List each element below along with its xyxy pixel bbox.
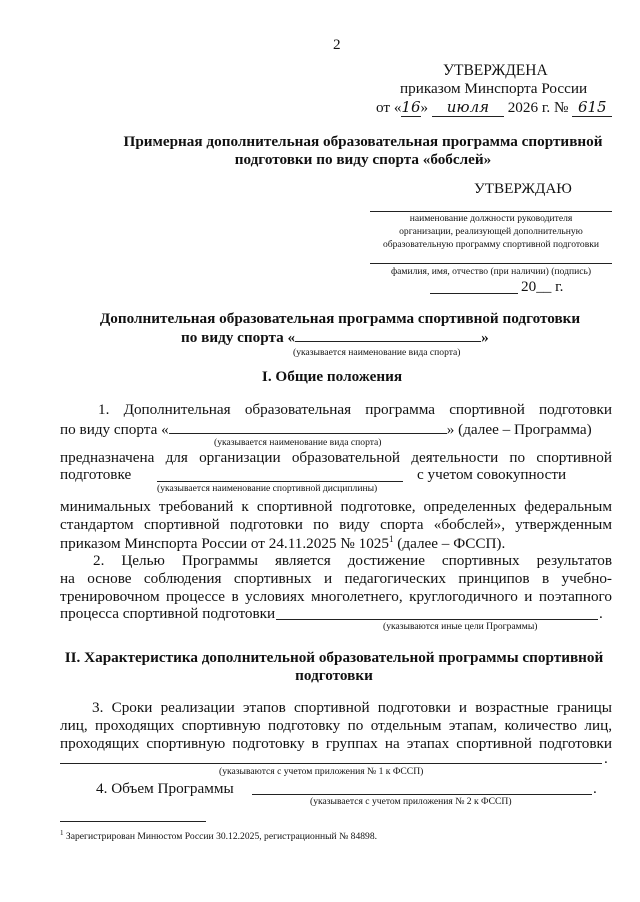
p3-stages-blank [60, 763, 602, 764]
program-title-line1: Дополнительная образовательная программа спортивной подготовки [99, 310, 581, 327]
p2-hint: (указываются иные цели Программы) [383, 621, 538, 632]
signature-line [370, 263, 612, 264]
footnote-text: Зарегистрирован Минюстом России 30.12.2025, регистрационный № 84898. [63, 831, 378, 843]
p3-line1: 3. Сроки реализации этапов спортивной подготовки и возрастные границы [92, 699, 612, 716]
sport-name-blank [295, 329, 481, 342]
p2-line3: тренировочном процессе в условиях многолетнего, круглогодичного и поэтапного [60, 588, 612, 605]
section2-heading-line1: II. Характеристика дополнительной образовательной программы спортивной [64, 649, 604, 666]
approve-title: УТВЕРЖДАЮ [474, 180, 572, 197]
p1-line3: предназначена для организации образовательной деятельности по спортивной [60, 449, 612, 466]
p1-hint-discipline: (указывается наименование спортивной дисциплины) [157, 483, 378, 494]
p1-line7 [60, 534, 505, 553]
approval-date-mid: » [420, 99, 429, 116]
approval-order-number: 615 [572, 98, 612, 117]
footnote-mark: 1 [388, 534, 394, 544]
p1-hint-sport: (указывается наименование вида спорта) [214, 437, 382, 448]
approval-line: приказом Минспорта России [400, 80, 588, 97]
head-hint-2: организации, реализующей дополнительную [399, 226, 583, 237]
doc-title-line1: Примерная дополнительная образовательная программа спортивной [123, 133, 603, 150]
p1-line6: стандартом спортивной подготовки по виду спорта «бобслей», утвержденным [60, 516, 612, 533]
head-hint-3: образовательную программу спортивной подготовки [382, 239, 600, 250]
p4-line1: 4. Объем Программы [96, 780, 234, 797]
approval-date-prefix: от « [376, 99, 402, 116]
p1-sport-prefix: по виду спорта « [60, 421, 169, 438]
p1-sport-blank [169, 421, 447, 434]
doc-title-line2: подготовки по виду спорта «бобслей» [234, 151, 492, 168]
section1-heading: I. Общие положения [261, 368, 403, 385]
approval-date-month: июля [432, 98, 504, 117]
p3-hint: (указываются с учетом приложения № 1 к ФССП) [219, 766, 424, 777]
program-title-suffix: » [481, 329, 489, 346]
p4-hint: (указывается с учетом приложения № 2 к ФССП) [310, 796, 512, 807]
p1-line4a: подготовке [60, 466, 132, 483]
footnote [60, 829, 377, 842]
head-hint-1: наименование должности руководителя [409, 213, 573, 224]
p2-line2: на основе соблюдения спортивных и педагогических принципов в учебно- [60, 570, 612, 587]
approval-date-day: 16 [401, 98, 421, 116]
p2-line4: процесса спортивной подготовки [60, 605, 276, 622]
head-name-line [370, 211, 612, 212]
p2-line1: 2. Целью Программы является достижение спортивных результатов [93, 552, 612, 569]
p3-line3: проходящих спортивную подготовку в группах на этапах спортивной подготовки [60, 735, 612, 752]
program-title-hint: (указывается наименование вида спорта) [293, 347, 461, 358]
approval-date-year: 2026 г. № [507, 99, 569, 116]
p1-sport-suffix: » (далее – Программа) [446, 421, 592, 438]
p3-line2: лиц, проходящих спортивную подготовку по отдельным этапам, количество лиц, [60, 717, 612, 734]
p2-goals-blank [276, 619, 598, 620]
p1-line5: минимальных требований к спортивной подготовке, определенных федеральным [60, 498, 612, 515]
footnote-number: 1 [60, 829, 64, 837]
p4-line1-end: . [593, 780, 597, 797]
approval-title: УТВЕРЖДЕНА [443, 62, 548, 79]
p4-volume-blank [252, 794, 592, 795]
program-title-line2 [181, 329, 489, 347]
page-number: 2 [333, 36, 341, 53]
date-blank-line [430, 293, 518, 294]
p1-line1: 1. Дополнительная образовательная программа спортивной подготовки [98, 401, 612, 418]
name-hint: фамилия, имя, отчество (при наличии) (подпись) [390, 266, 592, 277]
section2-heading-line2: подготовки [295, 667, 373, 684]
p1-fssp: (далее – ФССП). [393, 535, 506, 553]
p1-order-ref: приказом Минспорта России от 24.11.2025 № 1025 [60, 535, 389, 553]
approve-date: 20__ г. [521, 278, 564, 295]
footnote-separator [60, 821, 206, 822]
p1-line4b: с учетом совокупности [417, 466, 567, 483]
p1-discipline-blank [157, 481, 403, 482]
approval-date [376, 98, 612, 117]
p3-line4-end: . [604, 750, 608, 767]
p2-line4-end: . [599, 605, 603, 622]
program-title-prefix: по виду спорта « [181, 329, 296, 346]
